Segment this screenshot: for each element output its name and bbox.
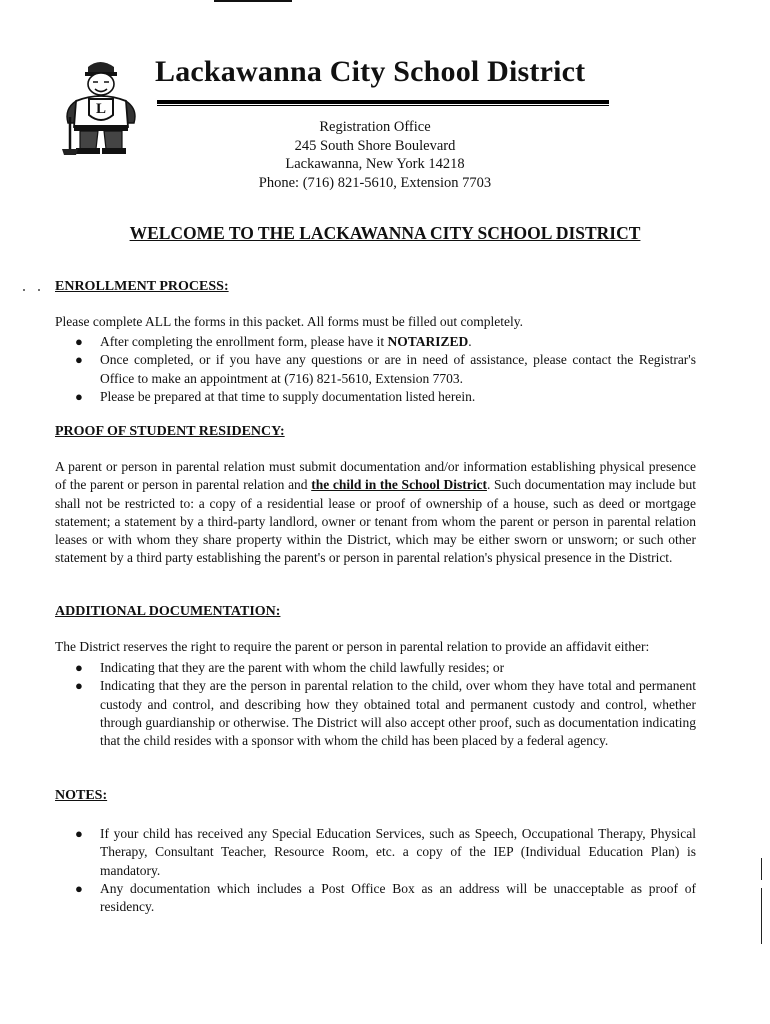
- list-item: [55, 351, 696, 388]
- office-name: Registration Office: [319, 119, 431, 135]
- enrollment-heading: ENROLLMENT PROCESS:: [55, 279, 229, 294]
- residency-text-end: . Such documentation may include but shall not be restricted to: a copy of a residential lease or proof of ownership of a house, such as deed or mortgage statement; a statement by a third-party landlord, owner or tenant from whom the parent or person in parental relation leases or with whom they share property within the District, which may be either sworn or unsworn; or such other statement by a third party establishing the parent's or person in parental relation's physical presence in the District.: [55, 477, 697, 566]
- notes-item-text: Any documentation which includes a Post Office Box as an address will be unacceptable as proof of residency.: [100, 880, 696, 915]
- street-address: 245 South Shore Boulevard: [294, 137, 456, 154]
- list-item: [55, 659, 696, 677]
- title-rule: [157, 100, 609, 104]
- bullet-icon: ●: [75, 826, 83, 841]
- bullet-icon: ●: [75, 678, 83, 694]
- enrollment-list: [55, 333, 696, 406]
- bullet-icon: ●: [75, 660, 83, 675]
- notarize-keyword: NOTARIZED: [387, 334, 469, 349]
- logo-letter: L: [95, 101, 107, 117]
- scan-mark: [761, 858, 762, 880]
- list-item: [55, 388, 696, 406]
- notarize-end: .: [468, 334, 472, 349]
- bullet-icon: ●: [75, 880, 83, 896]
- scan-mark: [761, 888, 762, 944]
- additional-list: [55, 659, 696, 750]
- additional-heading: ADDITIONAL DOCUMENTATION:: [55, 604, 281, 619]
- list-item: [55, 825, 696, 880]
- notarize-text: After completing the enrollment form, please have it: [100, 334, 388, 349]
- scan-mark: [214, 0, 292, 2]
- city-state-zip: Lackawanna, New York 14218: [285, 156, 465, 172]
- residency-emphasis: the child in the School District: [311, 477, 487, 493]
- additional-intro: The District reserves the right to require the parent or person in parental relation to provide an affidavit either:: [55, 639, 650, 654]
- notes-item-text: If your child has received any Special Education Services, such as Speech, Occupational Therapy, Physical Therapy, Consultant Teacher, Resource Room, etc. a copy of the IEP (Individual Education Plan) is mandatory.: [100, 826, 696, 878]
- enrollment-intro: Please complete ALL the forms in this packet. All forms must be filled out completely.: [55, 314, 524, 329]
- list-item: [55, 333, 696, 351]
- bullet-icon: ●: [75, 334, 83, 349]
- list-item: [55, 880, 696, 917]
- phone-number: Phone: (716) 821-5610, Extension 7703: [258, 174, 492, 191]
- title-rule-thin: [157, 105, 609, 106]
- welcome-heading: WELCOME TO THE LACKAWANNA CITY SCHOOL DISTRICT: [129, 223, 641, 243]
- bullet-icon: ●: [75, 388, 83, 404]
- district-title: Lackawanna City School District: [155, 55, 586, 88]
- additional-item-text: Indicating that they are the person in parental relation to the child, over whom they have total and permanent custody and control, and describing how they obtained total and permanent custody and control, whether through guardianship or otherwise. The District will also accept other proof, such as documentation indicating that the child resides with a sponsor with whom the child has been placed by a federal agency.: [100, 678, 696, 749]
- notes-heading: NOTES:: [55, 788, 108, 803]
- residency-text-start: A parent or person in parental relation must submit documentation and/or information establishing physical presence of the parent or person in parental relation and: [55, 459, 696, 493]
- prepared-text: Please be prepared at that time to supply documentation listed herein.: [100, 388, 476, 404]
- residency-heading: PROOF OF STUDENT RESIDENCY:: [55, 424, 285, 439]
- scan-speck: [38, 289, 40, 291]
- residency-paragraph: [55, 458, 696, 568]
- scan-speck: [23, 289, 25, 291]
- school-mascot-logo: [58, 57, 142, 157]
- additional-item-text: Indicating that they are the parent with whom the child lawfully resides; or: [100, 660, 505, 675]
- office-address: [200, 118, 550, 192]
- list-item: [55, 677, 696, 750]
- bullet-icon: ●: [75, 352, 83, 368]
- contact-text: Once completed, or if you have any questions or are in need of assistance, please contact the Registrar's Office to make an appointment at (716) 821-5610, Extension 7703.: [100, 352, 696, 386]
- notes-list: [55, 825, 696, 916]
